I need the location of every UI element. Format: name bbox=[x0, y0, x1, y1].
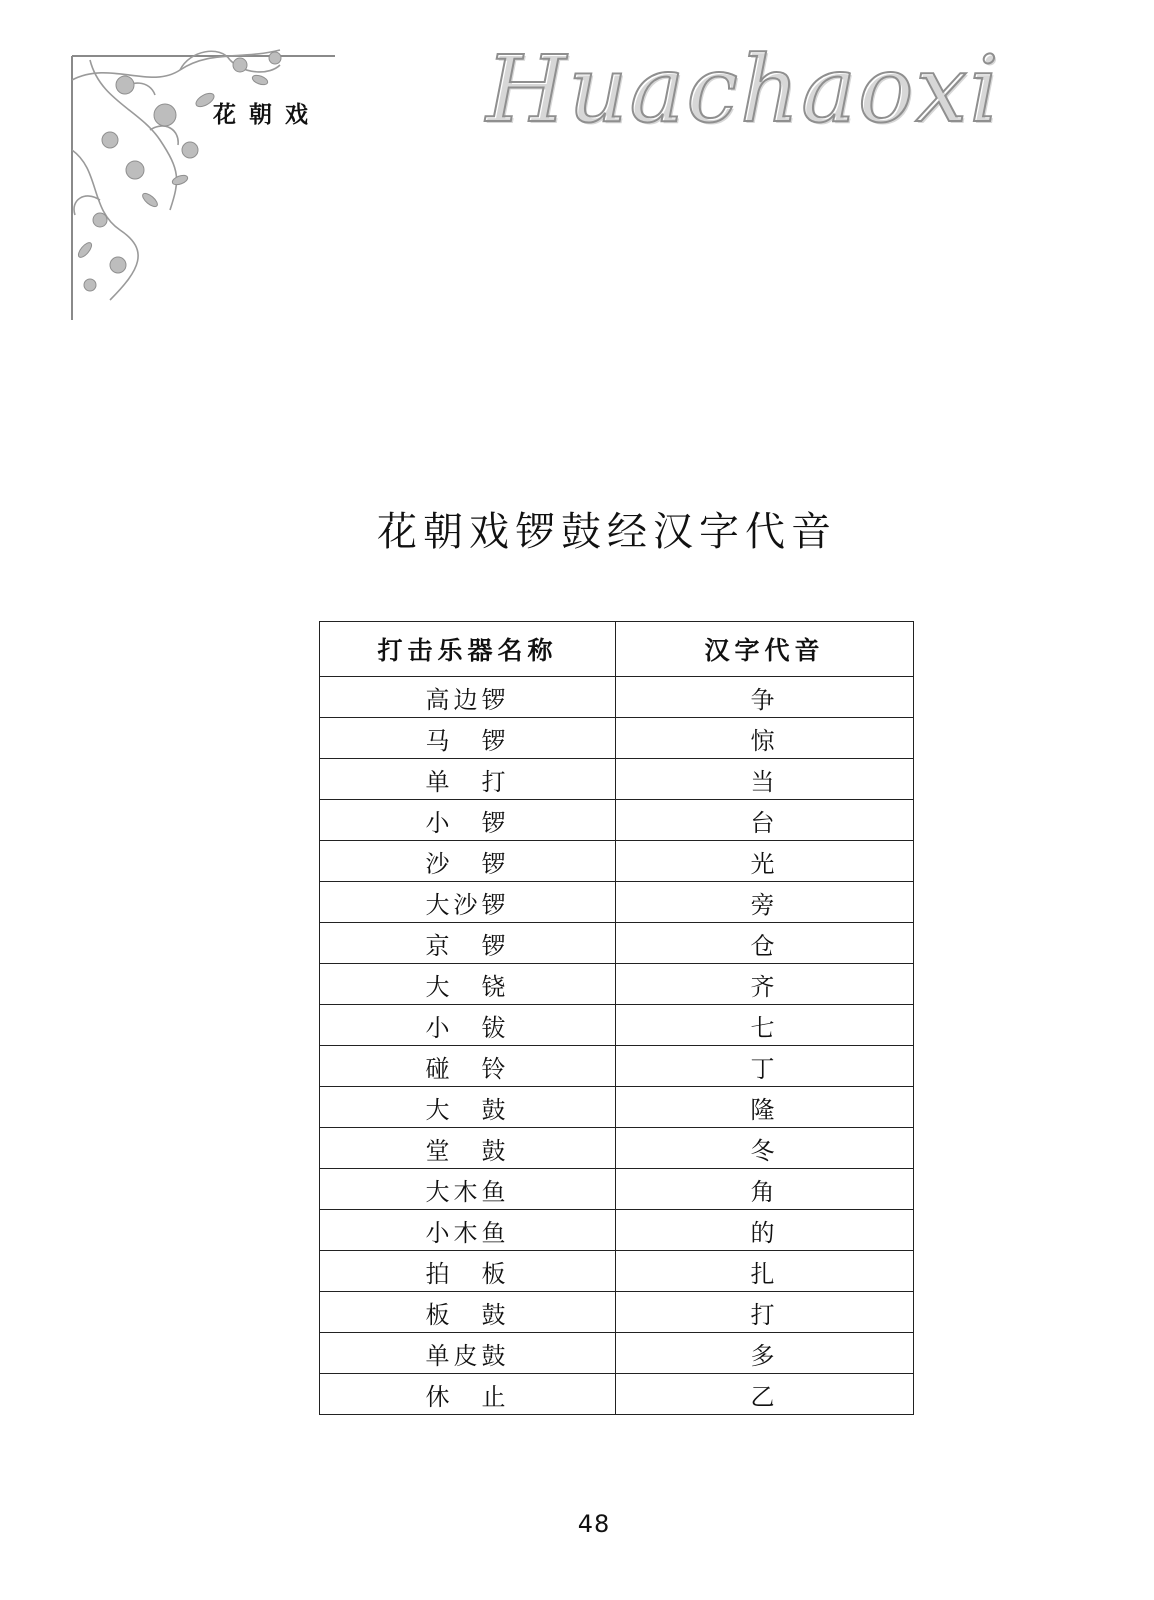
table-row bbox=[320, 759, 914, 800]
sound-table bbox=[319, 621, 914, 1415]
script-title: Huachaoxi bbox=[486, 36, 1001, 143]
sound-cell: 扎 bbox=[616, 1251, 914, 1292]
floral-corner-ornament bbox=[30, 20, 360, 330]
sound-cell: 冬 bbox=[616, 1128, 914, 1169]
table-row bbox=[320, 1374, 914, 1415]
sound-cell: 七 bbox=[616, 1005, 914, 1046]
instrument-cell: 马 锣 bbox=[320, 718, 616, 759]
instrument-cell: 休 止 bbox=[320, 1374, 616, 1415]
table-row bbox=[320, 677, 914, 718]
instrument-cell: 单 打 bbox=[320, 759, 616, 800]
sound-cell: 争 bbox=[616, 677, 914, 718]
table-row bbox=[320, 1292, 914, 1333]
sound-cell: 仓 bbox=[616, 923, 914, 964]
page-title: 花朝戏锣鼓经汉字代音 bbox=[377, 509, 837, 555]
instrument-cell: 大 铙 bbox=[320, 964, 616, 1005]
instrument-cell: 拍 板 bbox=[320, 1251, 616, 1292]
header-label: 花朝戏 bbox=[213, 102, 321, 128]
sound-cell: 丁 bbox=[616, 1046, 914, 1087]
instrument-cell: 单皮鼓 bbox=[320, 1333, 616, 1374]
instrument-cell: 堂 鼓 bbox=[320, 1128, 616, 1169]
column-header-instrument: 打击乐器名称 bbox=[320, 622, 616, 677]
table-header-row bbox=[320, 622, 914, 677]
table-row bbox=[320, 1333, 914, 1374]
table-row bbox=[320, 1251, 914, 1292]
sound-cell: 隆 bbox=[616, 1087, 914, 1128]
table-row bbox=[320, 1128, 914, 1169]
instrument-cell: 板 鼓 bbox=[320, 1292, 616, 1333]
sound-cell: 齐 bbox=[616, 964, 914, 1005]
sound-cell: 旁 bbox=[616, 882, 914, 923]
sound-cell: 乙 bbox=[616, 1374, 914, 1415]
table-row bbox=[320, 1210, 914, 1251]
instrument-cell: 碰 铃 bbox=[320, 1046, 616, 1087]
sound-cell: 的 bbox=[616, 1210, 914, 1251]
sound-cell: 多 bbox=[616, 1333, 914, 1374]
instrument-cell: 大木鱼 bbox=[320, 1169, 616, 1210]
table-row bbox=[320, 1046, 914, 1087]
sound-cell: 角 bbox=[616, 1169, 914, 1210]
sound-cell: 惊 bbox=[616, 718, 914, 759]
sound-cell: 台 bbox=[616, 800, 914, 841]
table-row bbox=[320, 923, 914, 964]
instrument-cell: 小 锣 bbox=[320, 800, 616, 841]
table-row bbox=[320, 718, 914, 759]
table-row bbox=[320, 882, 914, 923]
sound-cell: 光 bbox=[616, 841, 914, 882]
sound-cell: 当 bbox=[616, 759, 914, 800]
instrument-cell: 京 锣 bbox=[320, 923, 616, 964]
table-row bbox=[320, 800, 914, 841]
instrument-cell: 大 鼓 bbox=[320, 1087, 616, 1128]
table-row bbox=[320, 1087, 914, 1128]
table-row bbox=[320, 841, 914, 882]
page-number: 48 bbox=[577, 1510, 611, 1538]
table-row bbox=[320, 1169, 914, 1210]
sound-table-container bbox=[319, 621, 913, 1415]
column-header-sound: 汉字代音 bbox=[616, 622, 914, 677]
instrument-cell: 小木鱼 bbox=[320, 1210, 616, 1251]
table-row bbox=[320, 1005, 914, 1046]
instrument-cell: 沙 锣 bbox=[320, 841, 616, 882]
instrument-cell: 高边锣 bbox=[320, 677, 616, 718]
instrument-cell: 大沙锣 bbox=[320, 882, 616, 923]
table-row bbox=[320, 964, 914, 1005]
sound-cell: 打 bbox=[616, 1292, 914, 1333]
instrument-cell: 小 钹 bbox=[320, 1005, 616, 1046]
